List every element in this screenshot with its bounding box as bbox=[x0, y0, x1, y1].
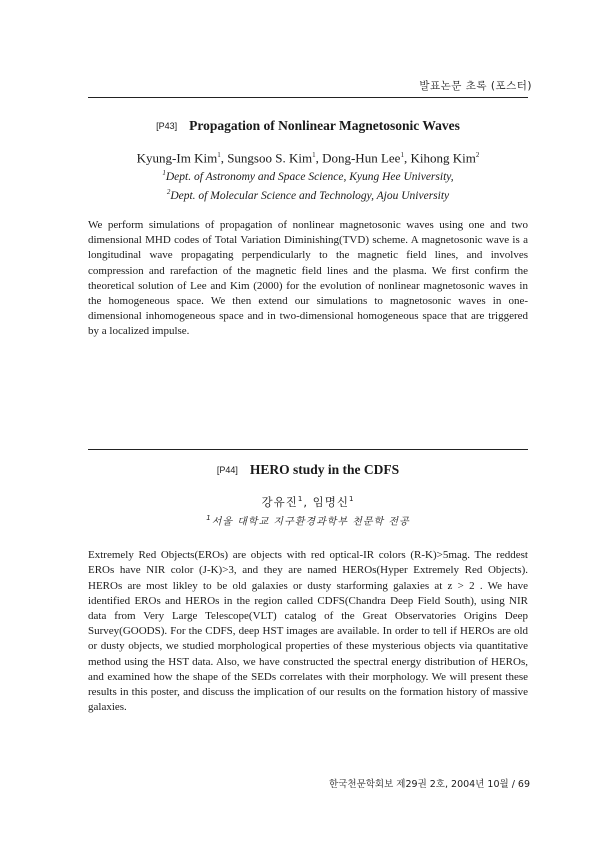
author-affil-mark: 2 bbox=[475, 151, 480, 159]
author-list bbox=[88, 147, 528, 166]
abstract-code: [P43] bbox=[156, 121, 178, 131]
abstract-title: HERO study in the CDFS bbox=[249, 462, 400, 477]
abstract-p44 bbox=[88, 462, 528, 715]
abstract-title-line bbox=[88, 118, 528, 134]
affiliation-mark: 1 bbox=[206, 513, 212, 522]
affiliation bbox=[88, 510, 528, 530]
author-name: 임명신 bbox=[312, 494, 349, 509]
author-affil-mark: 1 bbox=[217, 151, 221, 159]
affiliation-mark: 2 bbox=[166, 188, 171, 197]
abstract-body: We perform simulations of propagation of nonlinear magnetosonic waves using one and two dimensional MHD codes of Total Variation Diminishing(TVD) scheme. A magnetosonic wave is a longitudinal wave propagating perpendicularly to the magnetic field lines, and involves compression and rarefaction of the magnetic field lines and the plasma. We first confirm the theoretical solution of Lee and Kim (2000) for the evolution of nonlinear magnetosonic waves in the homogeneous space. We then extend our simulations to magnetosonic waves in one-dimensional inhomogeneous space and in two-dimensional homogeneous space that are triggered by a localized impulse. bbox=[88, 218, 528, 338]
author-affil-mark: 1 bbox=[400, 151, 404, 159]
author-list bbox=[88, 491, 528, 510]
author-name: Kihong Kim bbox=[410, 150, 476, 166]
abstract-title-line bbox=[88, 462, 528, 478]
affiliation bbox=[88, 185, 528, 204]
abstract-code: [P44] bbox=[216, 465, 238, 475]
author-name: Sungsoo S. Kim bbox=[227, 150, 313, 166]
author-name: 강유진 bbox=[261, 494, 298, 509]
author-separator: , bbox=[315, 150, 323, 166]
author-name: Dong-Hun Lee bbox=[322, 150, 401, 166]
author-separator: , bbox=[303, 494, 313, 509]
affiliation-text: 서울 대학교 지구환경과학부 천문학 전공 bbox=[211, 516, 410, 528]
affiliation-list bbox=[88, 166, 528, 204]
section-divider bbox=[88, 449, 528, 450]
affiliation bbox=[88, 166, 528, 185]
author-affil-mark: 1 bbox=[297, 495, 304, 503]
running-head: 발표논문 초록 (포스터) bbox=[419, 80, 532, 92]
abstract-p43 bbox=[88, 118, 528, 340]
affiliation-text: Dept. of Astronomy and Space Science, Kyung Hee University, bbox=[165, 171, 454, 184]
affiliation-text: Dept. of Molecular Science and Technology, Ajou University bbox=[170, 189, 450, 202]
affiliation-list bbox=[88, 510, 528, 530]
author-affil-mark: 1 bbox=[312, 151, 316, 159]
author-name: Kyung-Im Kim bbox=[136, 150, 218, 166]
header-rule bbox=[88, 97, 528, 98]
page-footer: 한국천문학회보 제29권 2호, 2004년 10월 / 69 bbox=[329, 779, 530, 790]
abstract-title: Propagation of Nonlinear Magnetosonic Waves bbox=[189, 118, 460, 133]
abstract-body: Extremely Red Objects(EROs) are objects with red optical-IR colors (R-K)>5mag. The reddest EROs have NIR color (J-K)>3, and they are named HEROs(Hyper Extremely Red Objects). HEROs are most likley to be old galaxies or dusty starforming galaxies at z > 2 . We have identified EROs and HEROs in the region called CDFS(Chandra Deep Field South), using NIR data from Very Large Telescope(VLT) catalog of the Great Observatories Origins Deep Survey(GOODS). For the CDFS, deep HST images are available. In order to tell if HEROs are old or dusty objects, we studied morphological properties of these mysterious objects via quantitative method using the HST data. Also, we have constructed the spectral energy distribution of HEROs, and examined how the shape of the SEDs correlates with their morphology. We will present these results in this poster, and discuss the implication of our results on the formation history of massive galaxies. bbox=[88, 549, 528, 714]
affiliation-mark: 1 bbox=[162, 169, 166, 178]
author-separator: , bbox=[403, 150, 411, 166]
author-affil-mark: 1 bbox=[348, 495, 355, 503]
author-separator: , bbox=[220, 150, 228, 166]
